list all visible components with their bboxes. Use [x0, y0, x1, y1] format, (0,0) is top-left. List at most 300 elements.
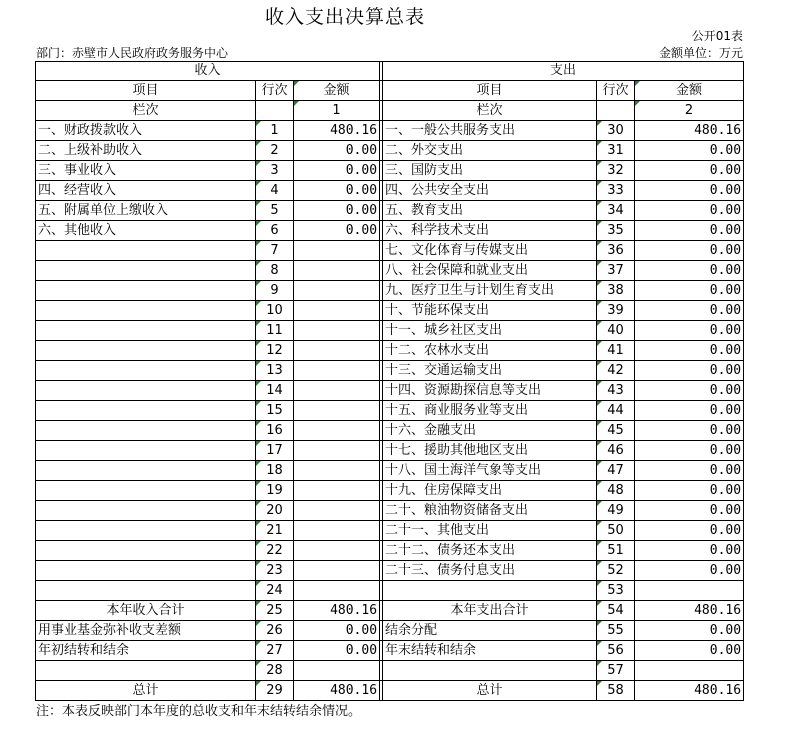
expense-amount-cell	[635, 201, 744, 221]
income-item-cell	[36, 441, 256, 461]
income-item-cell	[36, 481, 256, 501]
cell-marker-icon	[597, 381, 602, 386]
expense-item-cell-text: 十六、金融支出	[385, 423, 477, 438]
expense-item-cell-text: 八、社会保障和就业支出	[385, 263, 529, 278]
income-line-cell-text: 25	[266, 603, 283, 618]
income-line-cell	[256, 541, 294, 561]
expense-item-cell	[383, 581, 597, 601]
expense-item-cell	[383, 161, 597, 181]
cell-marker-icon	[256, 281, 261, 286]
expense-item-cell-text: 二十二、债务还本支出	[385, 543, 516, 558]
income-line-cell-text: 23	[266, 563, 283, 578]
expense-line-cell	[597, 521, 635, 541]
income-line-cell-text: 17	[266, 443, 283, 458]
cell-marker-icon	[256, 221, 261, 226]
table-row	[36, 641, 744, 661]
expense-line-cell	[597, 301, 635, 321]
expense-line-cell-text: 32	[607, 163, 624, 178]
cell-marker-icon	[256, 241, 261, 246]
expense-line-cell	[597, 121, 635, 141]
expense-amount-cell	[635, 561, 744, 581]
income-item-header: 项目	[36, 81, 256, 101]
cell-marker-icon	[597, 661, 602, 666]
table-row	[36, 381, 744, 401]
expense-amount-cell-text: 0.00	[709, 483, 742, 498]
table-row	[36, 681, 744, 701]
income-line-cell-text: 8	[270, 263, 279, 278]
expense-line-cell	[597, 501, 635, 521]
income-amount-cell	[294, 681, 380, 701]
cell-marker-icon	[597, 681, 602, 686]
expense-item-cell-text: 十四、资源勘探信息等支出	[385, 383, 542, 398]
income-amount-cell	[294, 361, 380, 381]
income-amount-cell-text: 480.16	[330, 683, 378, 698]
table-row	[36, 561, 744, 581]
income-amount-cell	[294, 161, 380, 181]
expense-column-number	[635, 101, 744, 121]
expense-amount-cell	[635, 141, 744, 161]
expense-line-cell-text: 34	[607, 203, 624, 218]
income-line-cell-text: 16	[266, 423, 283, 438]
expense-line-cell	[597, 161, 635, 181]
cell-marker-icon	[597, 541, 602, 546]
income-item-cell	[36, 181, 256, 201]
income-line-cell-text: 14	[266, 383, 283, 398]
income-amount-cell	[294, 281, 380, 301]
income-item-cell	[36, 681, 256, 701]
income-item-cell	[36, 661, 256, 681]
expense-line-cell-text: 38	[607, 283, 624, 298]
cell-marker-icon	[597, 641, 602, 646]
income-line-cell-text: 2	[270, 143, 279, 158]
table-row	[36, 221, 744, 241]
income-item-cell	[36, 201, 256, 221]
table-row	[36, 361, 744, 381]
income-line-header: 行次	[256, 81, 294, 101]
income-item-cell-text: 本年收入合计	[106, 603, 185, 618]
income-amount-cell	[294, 201, 380, 221]
expense-line-cell	[597, 321, 635, 341]
income-item-cell	[36, 461, 256, 481]
cell-marker-icon	[256, 541, 261, 546]
table-row	[36, 201, 744, 221]
expense-line-cell	[597, 181, 635, 201]
cell-marker-icon	[597, 241, 602, 246]
income-amount-cell-text: 0.00	[345, 223, 378, 238]
expense-line-cell-text: 57	[607, 663, 624, 678]
cell-marker-icon	[597, 461, 602, 466]
expense-amount-cell	[635, 161, 744, 181]
income-item-cell	[36, 281, 256, 301]
expense-item-cell-text: 十五、商业服务业等支出	[385, 403, 529, 418]
income-column-number-text: 1	[332, 103, 341, 118]
income-amount-cell	[294, 581, 380, 601]
expense-item-cell-text: 五、教育支出	[385, 203, 464, 218]
expense-item-cell-text: 二、外交支出	[385, 143, 464, 158]
cell-marker-icon	[597, 581, 602, 586]
expense-line-cell	[597, 481, 635, 501]
income-line-cell	[256, 521, 294, 541]
table-row	[36, 461, 744, 481]
income-amount-cell-text: 0.00	[345, 163, 378, 178]
cell-marker-icon	[256, 261, 261, 266]
income-line-cell-text: 11	[266, 323, 283, 338]
cell-marker-icon	[597, 441, 602, 446]
expense-amount-cell	[635, 541, 744, 561]
income-amount-cell	[294, 141, 380, 161]
expense-section-header: 支出	[383, 62, 744, 81]
income-item-cell	[36, 421, 256, 441]
table-row	[36, 441, 744, 461]
table-row	[36, 601, 744, 621]
income-item-cell-text: 三、事业收入	[38, 163, 117, 178]
expense-item-cell-text: 三、国防支出	[385, 163, 464, 178]
income-amount-cell	[294, 421, 380, 441]
expense-item-cell	[383, 561, 597, 581]
expense-item-cell	[383, 341, 597, 361]
income-section-header: 收入	[36, 62, 380, 81]
expense-item-cell	[383, 621, 597, 641]
expense-item-cell-text: 本年支出合计	[450, 603, 529, 618]
expense-item-cell	[383, 541, 597, 561]
table-row	[36, 621, 744, 641]
expense-line-cell-text: 56	[607, 643, 624, 658]
income-amount-cell-text: 0.00	[345, 643, 378, 658]
expense-item-cell	[383, 301, 597, 321]
expense-amount-cell-text: 0.00	[709, 383, 742, 398]
expense-amount-cell-text: 0.00	[709, 323, 742, 338]
cell-marker-icon	[597, 421, 602, 426]
income-amount-cell	[294, 561, 380, 581]
income-line-cell	[256, 581, 294, 601]
table-row	[36, 321, 744, 341]
income-line-cell	[256, 601, 294, 621]
income-item-cell	[36, 521, 256, 541]
cell-marker-icon	[597, 501, 602, 506]
cell-marker-icon	[256, 381, 261, 386]
expense-line-cell	[597, 141, 635, 161]
expense-line-cell	[597, 681, 635, 701]
expense-column-number-text: 2	[684, 103, 694, 118]
expense-amount-cell	[635, 501, 744, 521]
cell-marker-icon	[635, 81, 640, 86]
income-item-cell-text: 总计	[132, 683, 159, 698]
income-line-cell-text: 4	[270, 183, 279, 198]
expense-item-cell	[383, 281, 597, 301]
income-item-cell	[36, 621, 256, 641]
expense-amount-cell	[635, 181, 744, 201]
cell-marker-icon	[597, 321, 602, 326]
expense-amount-cell-text: 0.00	[709, 223, 742, 238]
cell-marker-icon	[597, 161, 602, 166]
income-expense-table	[35, 61, 744, 701]
cell-marker-icon	[256, 461, 261, 466]
expense-line-cell	[597, 461, 635, 481]
footnote: 注：本表反映部门本年度的总收支和年末结转结余情况。	[36, 704, 362, 719]
expense-line-cell	[597, 581, 635, 601]
expense-line-cell-text: 44	[607, 403, 624, 418]
income-line-cell	[256, 241, 294, 261]
income-line-cell	[256, 301, 294, 321]
table-row	[36, 661, 744, 681]
income-line-cell	[256, 381, 294, 401]
expense-line-cell-text: 31	[607, 143, 624, 158]
income-item-cell-text: 用事业基金弥补收支差额	[38, 623, 182, 638]
income-item-cell	[36, 301, 256, 321]
expense-amount-cell	[635, 241, 744, 261]
expense-line-cell	[597, 441, 635, 461]
expense-amount-cell-text: 0.00	[709, 643, 742, 658]
table-row	[36, 581, 744, 601]
expense-item-cell	[383, 681, 597, 701]
cell-marker-icon	[256, 581, 261, 586]
expense-amount-cell-text: 0.00	[709, 463, 742, 478]
cell-marker-icon	[597, 361, 602, 366]
cell-marker-icon	[256, 621, 261, 626]
expense-line-cell	[597, 401, 635, 421]
expense-line-cell-text: 40	[607, 323, 624, 338]
expense-line-cell-text: 50	[607, 523, 624, 538]
income-line-cell	[256, 401, 294, 421]
expense-item-cell-text: 一、一般公共服务支出	[385, 123, 516, 138]
cell-marker-icon	[597, 141, 602, 146]
expense-item-cell	[383, 121, 597, 141]
income-line-cell	[256, 121, 294, 141]
expense-item-cell-text: 四、公共安全支出	[385, 183, 490, 198]
cell-marker-icon	[256, 441, 261, 446]
income-item-cell	[36, 561, 256, 581]
cell-marker-icon	[597, 601, 602, 606]
cell-marker-icon	[597, 621, 602, 626]
income-item-cell	[36, 121, 256, 141]
expense-item-cell	[383, 221, 597, 241]
income-item-cell	[36, 541, 256, 561]
table-row	[36, 241, 744, 261]
income-amount-cell	[294, 641, 380, 661]
expense-line-cell-text: 33	[607, 183, 624, 198]
income-line-cell	[256, 161, 294, 181]
expense-amount-cell-text: 0.00	[709, 443, 742, 458]
expense-item-cell-text: 十三、交通运输支出	[385, 363, 503, 378]
income-item-cell-text: 六、其他收入	[38, 223, 117, 238]
income-line-cell	[256, 341, 294, 361]
expense-amount-cell-text: 0.00	[709, 403, 742, 418]
expense-item-cell	[383, 361, 597, 381]
expense-line-cell	[597, 541, 635, 561]
cell-marker-icon	[597, 561, 602, 566]
expense-amount-cell	[635, 441, 744, 461]
expense-line-cell-text: 36	[607, 243, 624, 258]
table-row	[36, 181, 744, 201]
income-column-number	[294, 101, 380, 121]
cell-marker-icon	[294, 101, 299, 106]
income-item-cell-text: 五、附属单位上缴收入	[38, 203, 169, 218]
income-line-cell	[256, 461, 294, 481]
expense-line-cell-text: 48	[607, 483, 624, 498]
income-amount-cell-text: 0.00	[345, 143, 378, 158]
expense-amount-cell	[635, 381, 744, 401]
section-header-row	[36, 62, 744, 81]
table-row	[36, 141, 744, 161]
income-line-cell	[256, 621, 294, 641]
expense-amount-cell	[635, 281, 744, 301]
income-item-cell	[36, 641, 256, 661]
expense-line-cell	[597, 241, 635, 261]
income-amount-cell	[294, 121, 380, 141]
cell-marker-icon	[597, 261, 602, 266]
cell-marker-icon	[256, 401, 261, 406]
cell-marker-icon	[256, 601, 261, 606]
expense-line-cell	[597, 601, 635, 621]
expense-amount-cell-text: 0.00	[709, 503, 742, 518]
income-line-cell-text: 27	[266, 643, 283, 658]
income-amount-cell	[294, 381, 380, 401]
expense-item-cell-text: 十、节能环保支出	[385, 303, 490, 318]
expense-item-cell	[383, 641, 597, 661]
expense-item-header: 项目	[383, 81, 597, 101]
cell-marker-icon	[597, 281, 602, 286]
cell-marker-icon	[256, 361, 261, 366]
expense-line-cell	[597, 361, 635, 381]
expense-line-cell-text: 45	[607, 423, 624, 438]
cell-marker-icon	[597, 481, 602, 486]
income-amount-cell-text: 0.00	[345, 203, 378, 218]
expense-amount-header-text: 金额	[676, 83, 703, 98]
income-amount-header-text: 金额	[323, 83, 350, 98]
expense-item-cell-text: 六、科学技术支出	[385, 223, 490, 238]
income-line-cell-text: 22	[266, 543, 283, 558]
income-item-cell	[36, 161, 256, 181]
cell-marker-icon	[256, 201, 261, 206]
cell-marker-icon	[256, 421, 261, 426]
cell-marker-icon	[597, 181, 602, 186]
income-amount-cell	[294, 341, 380, 361]
expense-item-cell-text: 七、文化体育与传媒支出	[385, 243, 529, 258]
expense-line-cell	[597, 281, 635, 301]
expense-amount-cell	[635, 641, 744, 661]
income-amount-cell	[294, 661, 380, 681]
income-amount-cell	[294, 241, 380, 261]
expense-item-cell	[383, 441, 597, 461]
income-line-cell	[256, 321, 294, 341]
income-line-cell-text: 13	[266, 363, 283, 378]
income-item-cell	[36, 501, 256, 521]
report-title: 收入支出决算总表	[264, 6, 425, 28]
expense-column-label: 栏次	[383, 101, 597, 121]
income-line-cell	[256, 561, 294, 581]
income-line-cell-text: 21	[266, 523, 283, 538]
expense-item-cell-text: 十二、农林水支出	[385, 343, 490, 358]
expense-line-cell-text: 54	[607, 603, 624, 618]
table-row	[36, 281, 744, 301]
expense-amount-cell	[635, 621, 744, 641]
income-item-cell-text: 一、财政拨款收入	[38, 123, 143, 138]
expense-amount-cell	[635, 341, 744, 361]
income-item-cell	[36, 221, 256, 241]
expense-line-cell-text: 51	[607, 543, 624, 558]
expense-amount-cell-text: 0.00	[709, 623, 742, 638]
table-row	[36, 421, 744, 441]
expense-item-cell	[383, 601, 597, 621]
expense-item-cell	[383, 321, 597, 341]
income-line-cell	[256, 481, 294, 501]
expense-item-cell	[383, 501, 597, 521]
income-amount-cell	[294, 221, 380, 241]
expense-line-cell-text: 43	[607, 383, 624, 398]
expense-amount-cell	[635, 261, 744, 281]
income-line-cell	[256, 661, 294, 681]
income-line-cell-text: 1	[270, 123, 279, 138]
income-line-cell-text: 20	[266, 503, 283, 518]
income-line-cell	[256, 361, 294, 381]
expense-line-cell-text: 41	[607, 343, 624, 358]
expense-item-cell	[383, 141, 597, 161]
column-header-row	[36, 81, 744, 101]
amount-unit-label: 金额单位：万元	[658, 46, 743, 60]
income-line-cell-text: 28	[266, 663, 283, 678]
expense-line-cell-text: 42	[607, 363, 624, 378]
income-amount-cell	[294, 441, 380, 461]
expense-item-cell	[383, 381, 597, 401]
income-amount-cell-text: 0.00	[345, 623, 378, 638]
income-line-cell	[256, 681, 294, 701]
income-amount-cell	[294, 461, 380, 481]
table-row	[36, 121, 744, 141]
income-amount-cell-text: 0.00	[345, 183, 378, 198]
income-amount-cell	[294, 481, 380, 501]
income-line-cell-text: 19	[266, 483, 283, 498]
cell-marker-icon	[256, 661, 261, 666]
expense-amount-cell-text: 0.00	[709, 523, 742, 538]
expense-line-cell-text: 49	[607, 503, 624, 518]
expense-amount-cell-text: 0.00	[709, 203, 742, 218]
income-item-cell-text: 二、上级补助收入	[38, 143, 143, 158]
expense-line-cell	[597, 421, 635, 441]
cell-marker-icon	[256, 161, 261, 166]
cell-marker-icon	[597, 521, 602, 526]
income-amount-cell	[294, 601, 380, 621]
cell-marker-icon	[256, 681, 261, 686]
expense-item-cell	[383, 401, 597, 421]
expense-line-cell	[597, 561, 635, 581]
cell-marker-icon	[294, 81, 299, 86]
expense-item-cell-text: 九、医疗卫生与计划生育支出	[385, 283, 555, 298]
expense-item-cell-text: 十一、城乡社区支出	[385, 323, 503, 338]
expense-item-cell	[383, 481, 597, 501]
expense-amount-cell-text: 0.00	[709, 163, 742, 178]
cell-marker-icon	[256, 641, 261, 646]
table-row	[36, 481, 744, 501]
expense-line-cell-text: 47	[607, 463, 624, 478]
expense-amount-cell	[635, 581, 744, 601]
income-item-cell	[36, 321, 256, 341]
table-row	[36, 161, 744, 181]
expense-line-cell	[597, 661, 635, 681]
income-item-cell	[36, 401, 256, 421]
expense-item-cell	[383, 201, 597, 221]
cell-marker-icon	[256, 301, 261, 306]
cell-marker-icon	[256, 141, 261, 146]
expense-amount-cell	[635, 121, 744, 141]
expense-amount-cell-text: 0.00	[709, 363, 742, 378]
expense-line-cell-text: 53	[607, 583, 624, 598]
cell-marker-icon	[256, 521, 261, 526]
cell-marker-icon	[597, 401, 602, 406]
expense-line-cell	[597, 201, 635, 221]
income-line-cell-text: 9	[270, 283, 279, 298]
expense-item-cell	[383, 661, 597, 681]
expense-amount-cell-text: 480.16	[694, 683, 742, 698]
